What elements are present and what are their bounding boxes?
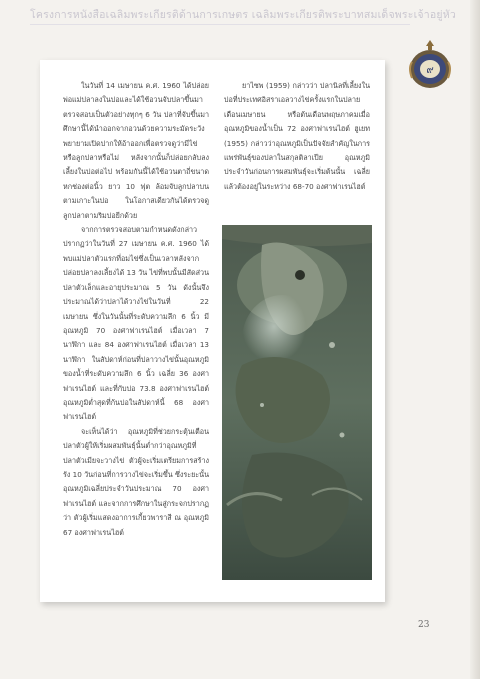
left-text-column [63, 79, 209, 540]
royal-emblem-icon [404, 38, 456, 90]
page-number: 23 [418, 620, 430, 630]
right-text-column [224, 79, 370, 194]
page-edge-shadow [470, 0, 480, 679]
article-panel [40, 60, 385, 602]
paragraph: จากการตรวจสอบตามกำหนดดังกล่าวปรากฏว่าในวันที่ 27 เมษายน ค.ศ. 1960 ได้พบแม่ปลาตัวแรกที่อมไข่ซึ่งเป็นเวลาหลังจากปล่อยปลาลงเลี้ยงได้ 13 วัน ไข่ที่พบนั้นมีสัดส่วนปลาตัวเล็กและอายุประมาณ 5 วัน ดังนั้นจึงประมาณได้ว่าปลาได้วางไข่ในวันที่ 22 เมษายน ซึ่งในวันนั้นที่ระดับความลึก 6 นิ้ว มีอุณหภูมิ 70 องศาฟาเรนไฮต์ เมื่อเวลา 7 นาฬิกา และ 84 องศาฟาเรนไฮต์ เมื่อเวลา 13 นาฬิกา ในสัปดาห์ก่อนที่ปลาวางไข่นั้นอุณหภูมิของน้ำที่ระดับความลึก 6 นิ้ว เฉลี่ย 36 องศาฟาเรนไฮต์ และที่กับบ่อ 73.8 องศาฟาเรนไฮต์อุณหภูมิต่ำสุดที่ก้นบ่อในสัปดาห์นี้ 68 องศาฟาเรนไฮต์ [63, 225, 209, 422]
svg-text:๙: ๙ [426, 65, 434, 76]
running-header: โครงการหนังสือเฉลิมพระเกียรติด้านการเกษตร เฉลิมพระเกียรติพระบาทสมเด็จพระเจ้าอยู่หัว [30, 9, 456, 21]
paragraph: ยาไซพ (1959) กล่าวว่า ปลานิลที่เลี้ยงในบ่อที่ประเทศอิสราเอลวางไข่ครั้งแรกในปลายเดือนเมษายน หรือต้นเดือนพฤษภาคมเมื่ออุณหภูมิของน้ำเป็น 72 องศาฟาเรนไฮต์ ฮูเยท (1955) กล่าวว่าอุณหภูมิเป็นปัจจัยสำคัญในการแพร่พันธุ์ของปลาในสกุลติลาเปีย อุณหภูมิประจำวันก่อนการผสมพันธุ์จะเริ่มต้นนั้น เฉลี่ยแล้วต้องอยู่ในระหว่าง 68-70 องศาฟาเรนไฮต์ [224, 81, 370, 191]
paragraph: ในวันที่ 14 เมษายน ค.ศ. 1960 ได้ปล่อยพ่อแม่ปลาลงในบ่อและได้ใช้อวนจับปลาขึ้นมาตรวจสอบเป็นตัวอย่างทุกๆ 6 วัน ปลาที่จับขึ้นมาศึกษานี้ได้นำออกจากอวนด้วยความระมัดระวัง พยายามเปิดปากให้อ้าออกเพื่อตรวจดูว่ามีไข่หรือลูกปลาหรือไม่ หลังจากนั้นก็ปล่อยกลับลงเลี้ยงในบ่อต่อไป พร้อมกันนี้ได้ใช้อวนตาถี่ขนาดหกช่องต่อนิ้ว ยาว 10 ฟุต ล้อมจับลูกปลาบนตามเกาะในบ่อ ในโอกาสเดียวกันได้ตรวจดูลูกปลาตามริมบ่อยีกด้วย [63, 81, 209, 220]
fish-photo [222, 225, 372, 580]
paragraph: จะเห็นได้ว่า อุณหภูมิที่ช่วยกระตุ้นเตือนปลาตัวผู้ให้เริ่มผสมพันธุ์นั้นต่ำกว่าอุณหภูมิที่ปลาตัวเมียจะวางไข่ ตัวผู้จะเริ่มเตรียมการสร้างรัง 10 วันก่อนที่การวางไข่จะเริ่มขึ้น ซึ่งระยะนั้นอุณหภูมิเฉลี่ยประจำวันประมาณ 70 องศาฟาเรนไฮต์ และจากการศึกษาในสู่กระจกปรากฏว่า ตัวผู้เริ่มแสดงอาการเกี้ยวพาราสี ณ อุณหภูมิ 67 องศาฟาเรนไฮต์ [63, 426, 209, 537]
header-divider [30, 24, 410, 25]
